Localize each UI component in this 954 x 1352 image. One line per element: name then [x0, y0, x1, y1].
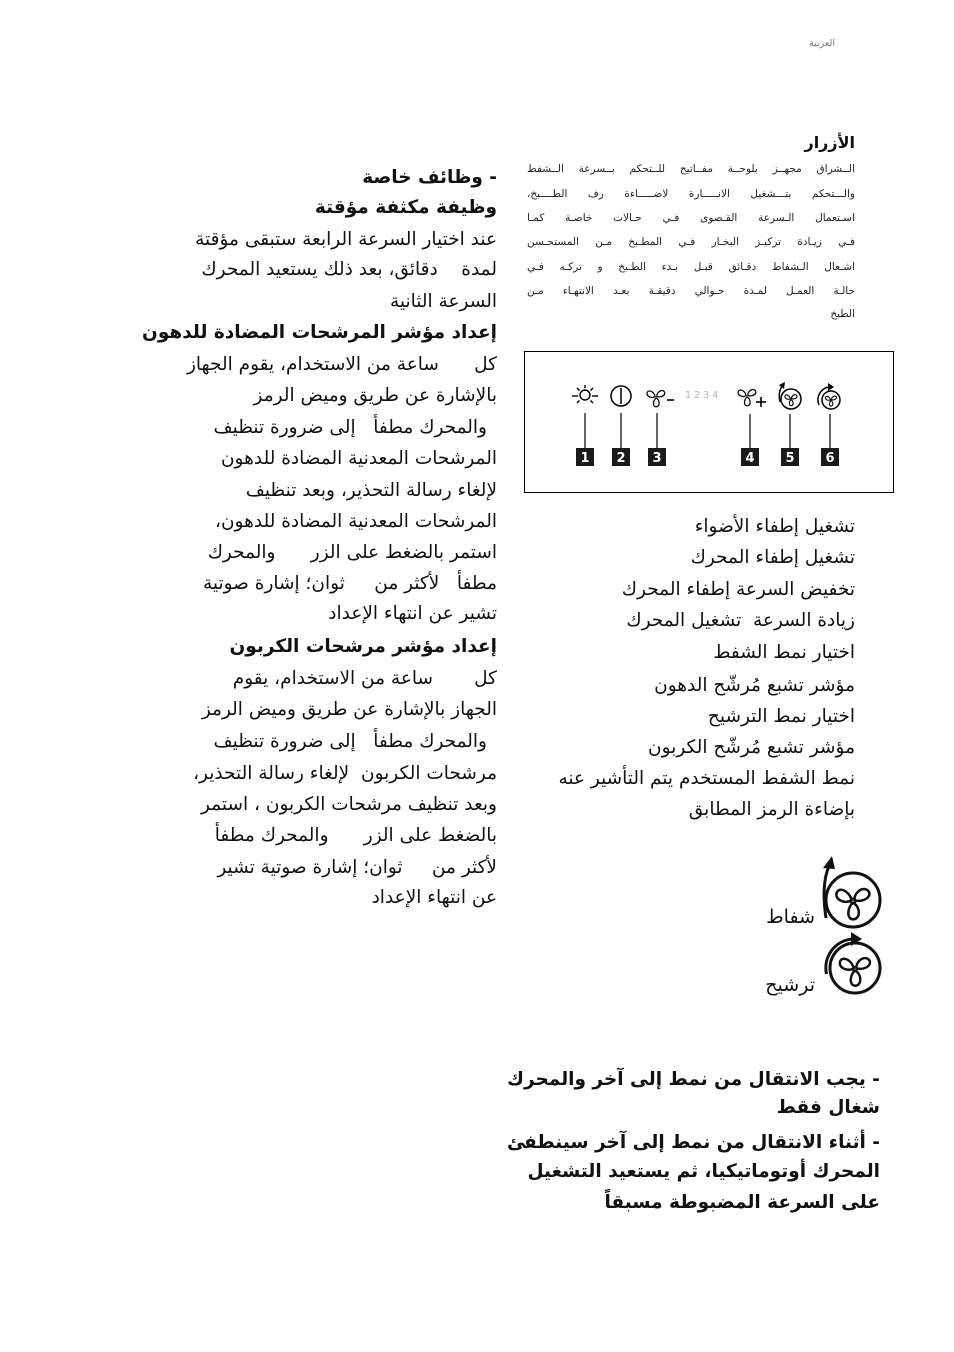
control-panel-diagram	[524, 351, 894, 493]
grease-filter-line: استمر بالضغط على الزر والمحرك	[207, 542, 497, 563]
grease-filter-line: كل ساعة من الاستخدام، يقوم الجهاز	[186, 354, 497, 375]
carbon-filter-title: إعداد مؤشر مرشحات الكربون	[229, 636, 497, 657]
note-line: - يجب الانتقال من نمط إلى آخر والمحرك	[507, 1069, 880, 1090]
legend-item: تشغيل إطفاء المحرك	[690, 547, 855, 568]
recirculation-mode-large-icon	[818, 930, 890, 1002]
fan-plus-icon	[737, 388, 766, 407]
callout-number: 4	[745, 451, 755, 466]
carbon-filter-line: بالضغط على الزر والمحرك مطفأ	[214, 825, 497, 846]
legend-item: نمط الشفط المستخدم يتم التأشير عنه	[558, 768, 855, 789]
callout-number: 2	[616, 451, 626, 466]
buttons-paragraph-line: الطبخ	[830, 308, 855, 320]
recirculation-mode-icon	[818, 383, 840, 409]
callout-number: 1	[580, 451, 590, 466]
special-functions-heading: - وظائف خاصة	[362, 167, 497, 188]
page-language-header: العربية	[809, 38, 835, 49]
note-line: على السرعة المضبوطة مسبقاً	[604, 1192, 880, 1213]
buttons-paragraph-line: فـي زيـادة تركيـز البخـار فـي المطـبخ مـن المستحـسن	[527, 236, 855, 248]
carbon-filter-line: مرشحات الكربون لإلغاء رسالة التحذير،	[193, 763, 497, 784]
intensive-function-line: عند اختيار السرعة الرابعة ستبقى مؤقتة	[195, 229, 497, 250]
fan-minus-icon	[646, 389, 674, 407]
legend-item: مؤشر تشبع مُرشّح الدهون	[654, 675, 855, 696]
legend-item: مؤشر تشبع مُرشّح الكربون	[648, 737, 855, 758]
callout-6	[821, 448, 839, 466]
callout-3	[648, 448, 666, 466]
grease-filter-line: بالإشارة عن طريق وميض الرمز	[253, 385, 497, 406]
extraction-mode-icon	[779, 382, 801, 409]
power-icon	[611, 386, 631, 406]
legend-item: تشغيل إطفاء الأضواء	[694, 516, 855, 537]
callout-number: 3	[652, 451, 662, 466]
legend-item: اختيار نمط الترشيح	[707, 706, 855, 727]
callout-5	[781, 448, 799, 466]
callout-2	[612, 448, 630, 466]
grease-filter-line: لإلغاء رسالة التحذير، وبعد تنظيف	[245, 480, 497, 501]
callout-number: 5	[785, 451, 795, 466]
carbon-filter-line: لأكثر من ثوان؛ إشارة صوتية تشير	[217, 857, 497, 878]
legend-item: تخفيض السرعة إطفاء المحرك	[621, 579, 855, 600]
grease-filter-line: والمحرك مطفأ إلى ضرورة تنظيف	[213, 417, 487, 438]
callout-4	[741, 448, 759, 466]
buttons-paragraph-line: حالـة العمـل لمـدة حـوالي دقيقـة بعـد الانتهـاء مـن	[527, 285, 855, 297]
grease-filter-title: إعداد مؤشر المرشحات المضادة للدهون	[142, 322, 497, 343]
carbon-filter-line: الجهاز بالإشارة عن طريق وميض الرمز	[201, 699, 497, 720]
buttons-paragraph-line: اسـتعمال الـسرعة القـصوى فـي حـالات خاصـة كمـا	[527, 212, 855, 224]
callout-1	[576, 448, 594, 466]
buttons-paragraph-line: والـــتحكم بتـــشغيل الانـــــارة لاضـــــاءة رف الطــــبخ،	[527, 188, 855, 200]
buttons-paragraph-line: اشـعال الـشفاط دقـائق قبـل بـدء الطـبخ و تركـه فـي	[527, 261, 855, 273]
note-line: شغال فقط	[776, 1097, 880, 1118]
intensive-function-title: وظيفة مكثفة مؤقتة	[314, 197, 497, 218]
recirculation-mode-label: ترشيح	[765, 974, 815, 996]
note-line: المحرك أوتوماتيكيا، ثم يستعيد التشغيل	[527, 1161, 880, 1182]
callout-leader-lines	[585, 413, 830, 448]
carbon-filter-line: وبعد تنظيف مرشحات الكربون ، استمر	[201, 794, 497, 815]
extraction-mode-label: شفاط	[766, 906, 815, 928]
buttons-paragraph-line: الــشراق مجهــز بلوحــة مفــاتيح للــتحكم بــسرعة الــشفط	[527, 163, 855, 175]
intensive-function-line: لمدة دقائق، بعد ذلك يستعيد المحرك	[201, 259, 497, 280]
legend-item: زيادة السرعة تشغيل المحرك	[626, 610, 855, 631]
callout-number: 6	[825, 451, 835, 466]
grease-filter-line: المرشحات المعدنية المضادة للدهون،	[215, 511, 497, 532]
grease-filter-line: مطفأ لأكثر من ثوان؛ إشارة صوتية	[202, 573, 497, 594]
intensive-function-line: السرعة الثانية	[390, 291, 497, 312]
carbon-filter-line: والمحرك مطفأ إلى ضرورة تنظيف	[213, 731, 487, 752]
grease-filter-line: تشير عن انتهاء الإعداد	[328, 603, 497, 624]
light-icon	[572, 385, 598, 403]
speed-level-indicators: 1 2 3 4	[685, 390, 719, 401]
carbon-filter-line: كل ساعة من الاستخدام، يقوم	[232, 668, 497, 689]
legend-item: اختيار نمط الشفط	[713, 642, 855, 663]
grease-filter-line: المرشحات المعدنية المضادة للدهون	[220, 448, 497, 469]
carbon-filter-line: عن انتهاء الإعداد	[371, 887, 497, 908]
legend-item: بإضاءة الرمز المطابق	[688, 799, 855, 820]
extraction-mode-large-icon	[810, 852, 888, 934]
buttons-section-title: الأزرار	[804, 133, 855, 152]
note-line: - أثناء الانتقال من نمط إلى آخر سينطفئ	[507, 1132, 880, 1153]
